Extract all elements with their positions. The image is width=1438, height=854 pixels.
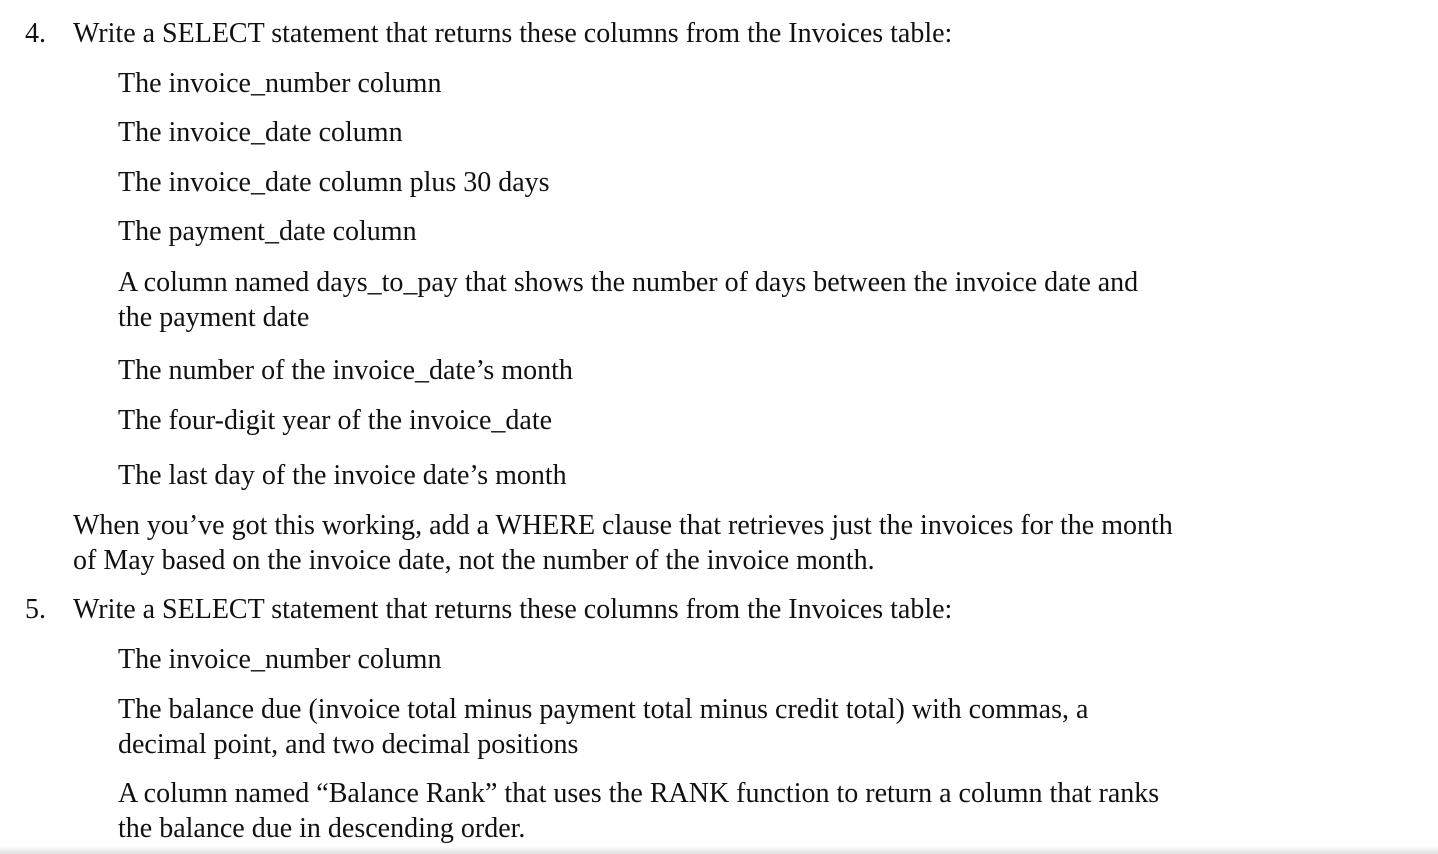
question-4-item-7: The four-digit year of the invoice_date [118, 405, 553, 436]
bottom-edge-shadow [0, 846, 1438, 854]
question-5-item-1: The invoice_number column [118, 644, 442, 675]
question-5-number: 5. [25, 594, 46, 625]
question-5-item-2: The balance due (invoice total minus payment total minus credit total) with commas, a decimal point, and two decimal positions [118, 694, 1089, 760]
question-4-item-6: The number of the invoice_date’s month [118, 355, 573, 386]
question-4-item-3: The invoice_date column plus 30 days [118, 167, 550, 198]
question-4-item-5: A column named days_to_pay that shows the number of days between the invoice date and the payment date [118, 267, 1139, 333]
question-5-prompt: Write a SELECT statement that returns these columns from the Invoices table: [73, 594, 953, 625]
question-4-item-8: The last day of the invoice date’s month [118, 460, 567, 491]
question-4-item-1: The invoice_number column [118, 68, 442, 99]
question-4-number: 4. [25, 18, 46, 49]
question-4-prompt: Write a SELECT statement that returns these columns from the Invoices table: [73, 18, 953, 49]
question-4-item-4: The payment_date column [118, 216, 417, 247]
question-4-note: When you’ve got this working, add a WHERE clause that retrieves just the invoices for the month of May based on the invoice date, not the number of the invoice month. [73, 510, 1173, 576]
question-4-item-2: The invoice_date column [118, 117, 403, 148]
question-5-item-3: A column named “Balance Rank” that uses the RANK function to return a column that ranks the balance due in descending order. [118, 778, 1160, 844]
